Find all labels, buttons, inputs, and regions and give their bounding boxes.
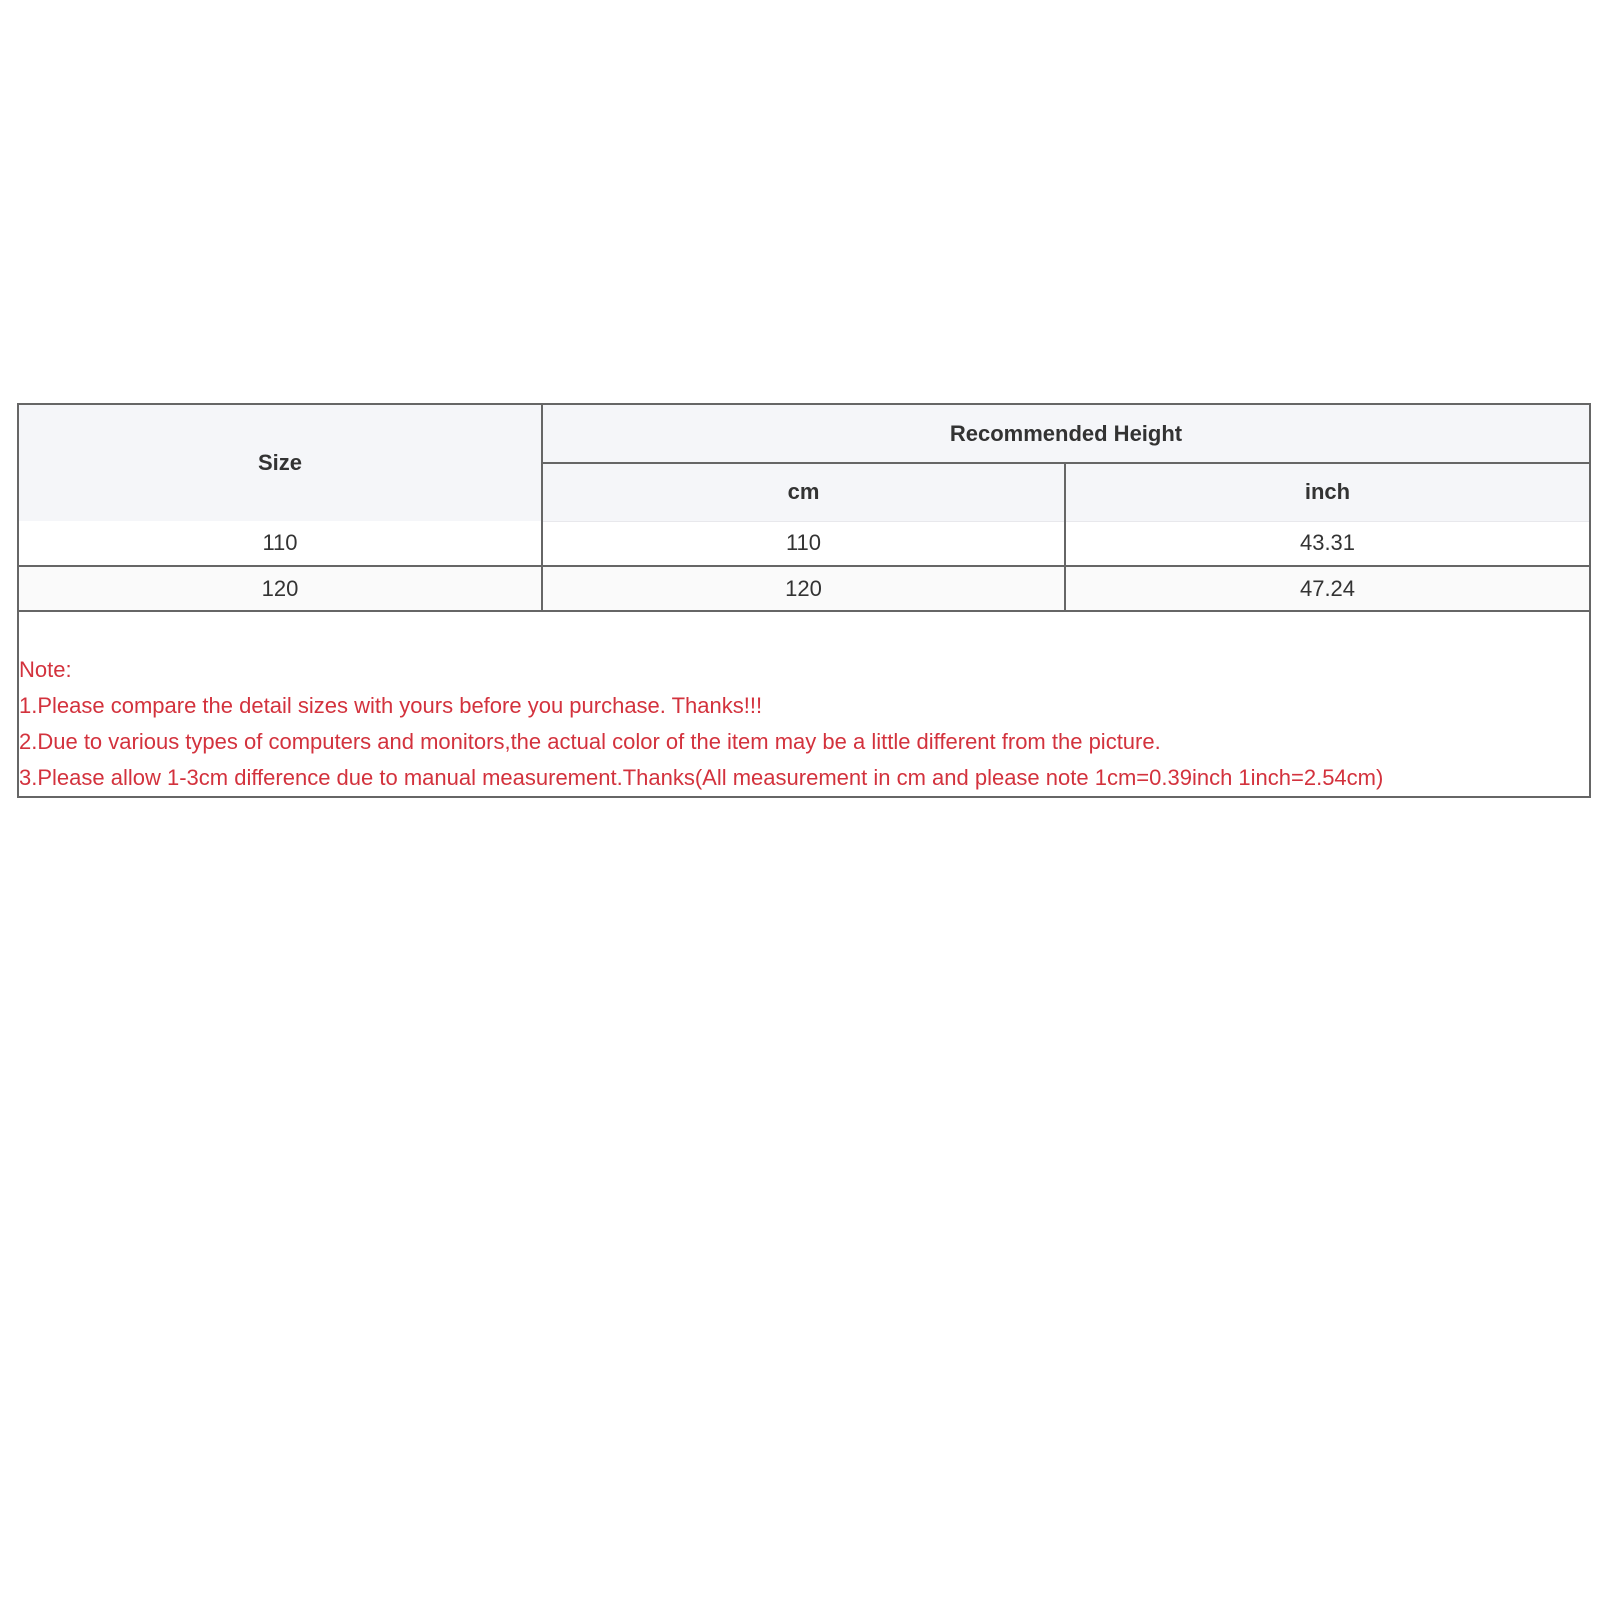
cm-cell: 110 <box>542 521 1065 566</box>
inch-cell: 47.24 <box>1065 566 1589 611</box>
cm-column-header: cm <box>542 463 1065 521</box>
size-column-header: Size <box>19 405 542 521</box>
note-line-2: 2.Due to various types of computers and monitors,the actual color of the item may be a little different from the picture. <box>19 729 1161 754</box>
recommended-height-header: Recommended Height <box>542 405 1589 463</box>
note-line-3: 3.Please allow 1-3cm difference due to manual measurement.Thanks(All measurement in cm and please note 1cm=0.39inch 1inch=2.54cm) <box>19 765 1384 790</box>
size-cell: 120 <box>19 566 542 611</box>
cm-cell: 120 <box>542 566 1065 611</box>
size-chart-container <box>17 403 1591 798</box>
inch-cell: 43.31 <box>1065 521 1589 566</box>
note-title: Note: <box>19 657 72 682</box>
size-cell: 110 <box>19 521 542 566</box>
size-chart-table <box>19 405 1589 612</box>
notes-section <box>19 612 1589 796</box>
table-row <box>19 566 1589 611</box>
table-row <box>19 521 1589 566</box>
inch-column-header: inch <box>1065 463 1589 521</box>
note-line-1: 1.Please compare the detail sizes with yours before you purchase. Thanks!!! <box>19 693 763 718</box>
